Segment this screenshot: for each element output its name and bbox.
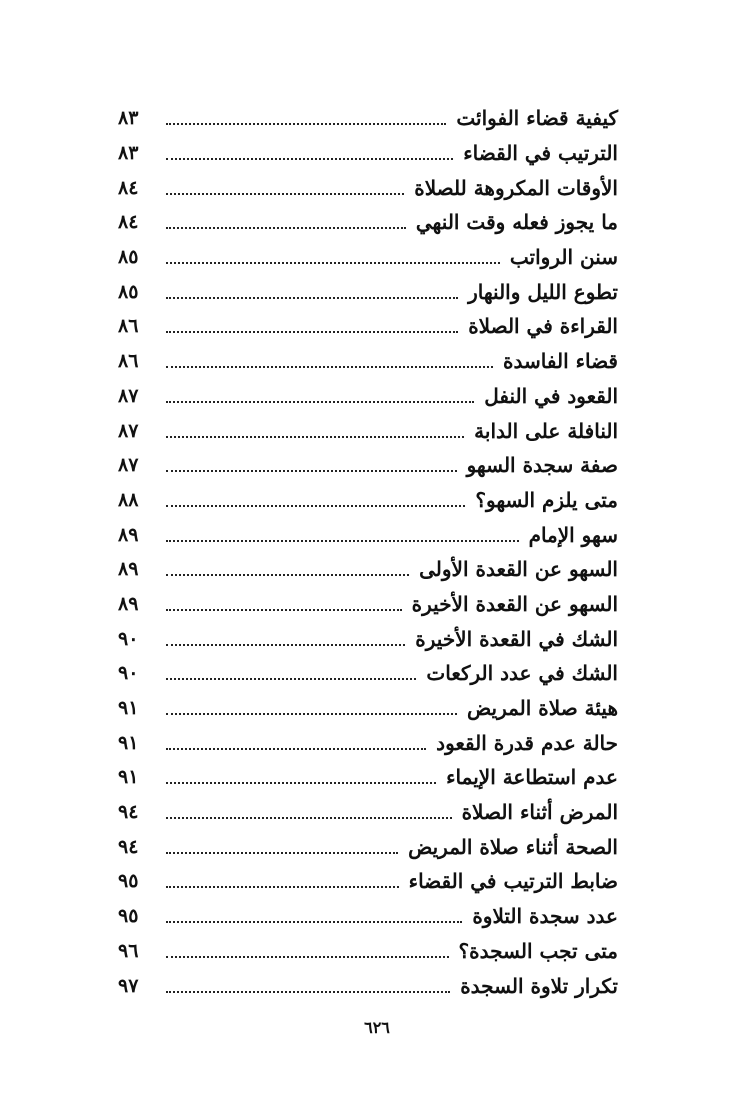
- dot-leader: [166, 921, 462, 923]
- dot-leader: [166, 227, 406, 229]
- toc-row: [118, 483, 618, 518]
- dot-leader: [166, 852, 398, 854]
- toc-row: [118, 205, 618, 240]
- toc-row: [118, 170, 618, 205]
- dot-leader: [166, 574, 409, 576]
- toc-entry-title: السهو عن القعدة الأخيرة: [411, 591, 618, 616]
- toc-page-number: ٩١: [118, 731, 139, 754]
- dot-leader: [166, 678, 416, 680]
- toc-page-number: ٩١: [118, 766, 139, 789]
- toc-page-number: ٨٩: [118, 592, 139, 615]
- toc-entry-title: هيئة صلاة المريض: [467, 696, 618, 721]
- toc-entry-title: ما يجوز فعله وقت النهي: [415, 210, 618, 235]
- dot-leader: [166, 991, 450, 993]
- toc-entry-title: تطوع الليل والنهار: [468, 279, 618, 304]
- toc-page-number: ٨٤: [118, 176, 139, 199]
- toc-page-number: ٩٥: [118, 905, 139, 928]
- toc-page-number: ٨٧: [118, 384, 139, 407]
- dot-leader: [166, 748, 426, 750]
- dot-leader: [166, 297, 458, 299]
- dot-leader: [166, 331, 458, 333]
- toc-page-number: ٩٤: [118, 801, 139, 824]
- toc-row: [118, 656, 618, 691]
- dot-leader: [166, 609, 402, 611]
- toc-row: [118, 552, 618, 587]
- toc-entry-title: المرض أثناء الصلاة: [461, 800, 618, 825]
- toc-entry-title: ضابط الترتيب في القضاء: [408, 869, 618, 894]
- dot-leader: [166, 956, 449, 958]
- dot-leader: [166, 886, 399, 888]
- dot-leader: [166, 401, 474, 403]
- toc-row: [118, 725, 618, 760]
- toc-page-number: ٨٥: [118, 280, 139, 303]
- toc-entry-title: تكرار تلاوة السجدة: [460, 973, 618, 998]
- toc-page-number: ٨٧: [118, 419, 139, 442]
- dot-leader: [166, 436, 464, 438]
- toc-page-number: ٨٦: [118, 315, 139, 338]
- toc-row: [118, 760, 618, 795]
- dot-leader: [166, 540, 519, 542]
- toc-row: [118, 587, 618, 622]
- dot-leader: [166, 817, 452, 819]
- dot-leader: [166, 193, 404, 195]
- toc-entry-title: سهو الإمام: [528, 522, 618, 547]
- toc-row: [118, 691, 618, 726]
- toc-entry-title: الأوقات المكروهة للصلاة: [414, 175, 618, 200]
- toc-page-number: ٨٧: [118, 454, 139, 477]
- toc-page-number: ٨٥: [118, 246, 139, 269]
- toc-page-number: ٩١: [118, 697, 139, 720]
- toc-page-number: ٨٨: [118, 488, 139, 511]
- toc-entry-title: القراءة في الصلاة: [468, 314, 618, 339]
- toc-row: [118, 136, 618, 171]
- toc-entry-title: الشك في القعدة الأخيرة: [415, 626, 618, 651]
- toc-page-number: ٨٩: [118, 558, 139, 581]
- toc-page-number: ٩٤: [118, 835, 139, 858]
- toc-entry-title: الشك في عدد الركعات: [426, 661, 618, 686]
- toc-row: [118, 309, 618, 344]
- dot-leader: [166, 158, 453, 160]
- toc-row: [118, 448, 618, 483]
- dot-leader: [166, 713, 457, 715]
- toc-row: [118, 934, 618, 969]
- toc-page-number: ٩٦: [118, 939, 139, 962]
- toc-row: [118, 379, 618, 414]
- toc-entry-title: متى يلزم السهو؟: [475, 487, 618, 512]
- dot-leader: [166, 782, 436, 784]
- dot-leader: [166, 123, 446, 125]
- dot-leader: [166, 470, 457, 472]
- table-of-contents: [118, 101, 618, 1003]
- toc-row: [118, 899, 618, 934]
- toc-page-number: ٩٠: [118, 627, 139, 650]
- toc-entry-title: السهو عن القعدة الأولى: [419, 557, 618, 582]
- toc-entry-title: كيفية قضاء الفوائت: [456, 106, 618, 131]
- toc-entry-title: عدم استطاعة الإيماء: [446, 765, 618, 790]
- toc-row: [118, 621, 618, 656]
- dot-leader: [166, 644, 405, 646]
- toc-entry-title: القعود في النفل: [484, 383, 618, 408]
- toc-entry-title: سنن الرواتب: [509, 245, 618, 270]
- toc-entry-title: الصحة أثناء صلاة المريض: [408, 834, 618, 859]
- toc-entry-title: الترتيب في القضاء: [463, 141, 618, 166]
- toc-row: [118, 344, 618, 379]
- toc-page-number: ٨٣: [118, 107, 139, 130]
- toc-entry-title: النافلة على الدابة: [474, 418, 618, 443]
- toc-row: [118, 829, 618, 864]
- toc-row: [118, 274, 618, 309]
- toc-row: [118, 101, 618, 136]
- toc-page-number: ٩٧: [118, 974, 139, 997]
- dot-leader: [166, 366, 493, 368]
- toc-entry-title: متى تجب السجدة؟: [458, 938, 618, 963]
- dot-leader: [166, 505, 465, 507]
- toc-entry-title: حالة عدم قدرة القعود: [436, 730, 618, 755]
- page-number-footer: ٦٢٦: [364, 1018, 390, 1037]
- toc-entry-title: قضاء الفاسدة: [503, 349, 618, 374]
- toc-entry-title: صفة سجدة السهو: [466, 453, 618, 478]
- toc-row: [118, 968, 618, 1003]
- toc-page-number: ٩٥: [118, 870, 139, 893]
- toc-page-number: ٨٤: [118, 211, 139, 234]
- toc-page-number: ٨٩: [118, 523, 139, 546]
- toc-row: [118, 517, 618, 552]
- toc-row: [118, 795, 618, 830]
- toc-page-number: ٨٦: [118, 350, 139, 373]
- toc-row: [118, 413, 618, 448]
- toc-page-number: ٩٠: [118, 662, 139, 685]
- toc-row: [118, 864, 618, 899]
- toc-page-number: ٨٣: [118, 142, 139, 165]
- dot-leader: [166, 262, 500, 264]
- toc-entry-title: عدد سجدة التلاوة: [472, 904, 618, 929]
- toc-row: [118, 240, 618, 275]
